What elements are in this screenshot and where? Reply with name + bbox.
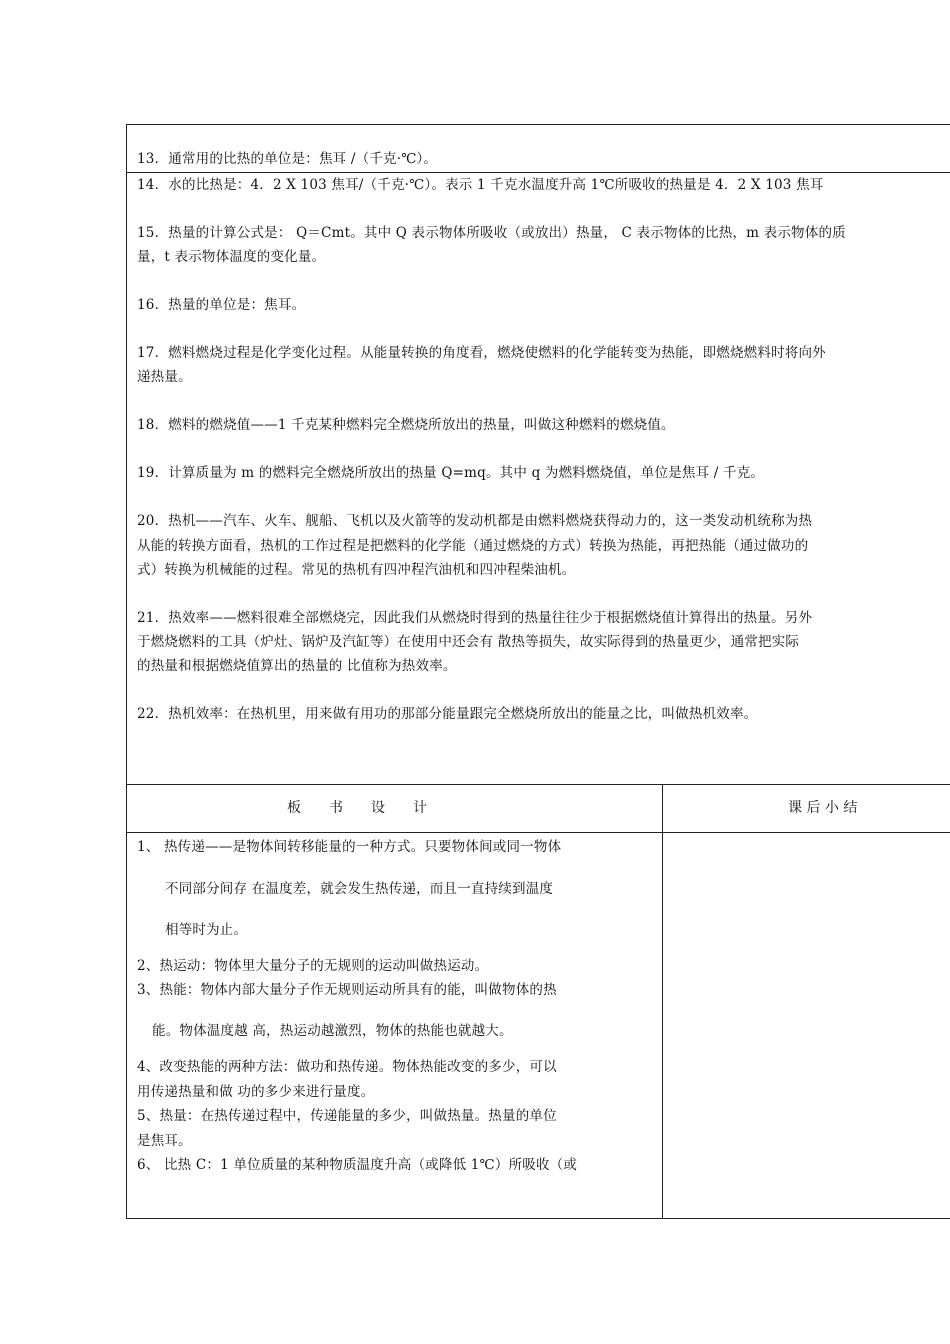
note-22: 22．热机效率：在热机里，用来做有用功的那部分能量跟完全燃烧所放出的能量之比，叫做热机效率。 bbox=[137, 706, 758, 722]
note-20-line2: 从能的转换方面看，热机的工作过程是把燃料的化学能（通过燃烧的方式）转换为热能，再把热能（通过做功的 bbox=[137, 538, 809, 554]
board-item-3-line1: 3、热能：物体内部大量分子作无规则运动所具有的能，叫做物体的热 bbox=[137, 982, 557, 998]
note-21-line2: 于燃烧燃料的工具（炉灶、锅炉及汽缸等）在使用中还会有 散热等损失，故实际得到的热量更少，通常把实际 bbox=[137, 634, 800, 650]
header-divider bbox=[126, 832, 950, 833]
table-bottom-border bbox=[126, 1218, 950, 1219]
board-item-4-line1: 4、改变热能的两种方法：做功和热传递。物体热能改变的多少，可以 bbox=[137, 1059, 557, 1075]
note-19: 19．计算质量为 m 的燃料完全燃烧所放出的热量 Q=mq。其中 q 为燃料燃烧值，单位是焦耳 / 千克。 bbox=[137, 465, 765, 481]
board-item-5-line2: 是焦耳。 bbox=[137, 1133, 192, 1149]
table-left-border bbox=[126, 124, 127, 1219]
row-divider bbox=[126, 172, 950, 173]
board-item-1-line2: 不同部分间存 在温度差，就会发生热传递，而且一直持续到温度 bbox=[165, 881, 554, 897]
after-class-summary-content bbox=[670, 840, 940, 1210]
after-class-summary-header: 课 后 小 结 bbox=[788, 800, 858, 816]
board-item-3-line2: 能。物体温度越 高，热运动越激烈，物体的热能也就越大。 bbox=[152, 1023, 513, 1039]
note-15-line2: 量，t 表示物体温度的变化量。 bbox=[137, 249, 326, 265]
column-divider bbox=[662, 784, 663, 1219]
board-item-1-line1: 1、 热传递——是物体间转移能量的一种方式。只要物体间或同一物体 bbox=[137, 839, 562, 855]
note-15-line1: 15．热量的计算公式是： Q＝Cmt。其中 Q 表示物体所吸收（或放出）热量， C 表示物体的比热，m 表示物体的质 bbox=[137, 225, 846, 241]
note-14: 14．水的比热是：4．2 X 103 焦耳/（千克·℃）。表示 1 千克水温度升高 1℃所吸收的热量是 4．2 X 103 焦耳 bbox=[137, 177, 824, 193]
note-20-line3: 式）转换为机械能的过程。常见的热机有四冲程汽油机和四冲程柴油机。 bbox=[137, 562, 576, 578]
board-item-6: 6、 比热 C：1 单位质量的某种物质温度升高（或降低 1℃）所吸收（或 bbox=[137, 1157, 578, 1173]
board-item-5-line1: 5、热量：在热传递过程中，传递能量的多少，叫做热量。热量的单位 bbox=[137, 1108, 557, 1124]
board-design-header: 板 书 设 计 bbox=[287, 800, 427, 816]
note-16: 16．热量的单位是：焦耳。 bbox=[137, 297, 306, 313]
note-17-line1: 17．燃料燃烧过程是化学变化过程。从能量转换的角度看，燃烧使燃料的化学能转变为热能，即燃烧燃料时将向外 bbox=[137, 345, 826, 361]
note-21-line3: 的热量和根据燃烧值算出的热量的 比值称为热效率。 bbox=[137, 658, 457, 674]
section-divider bbox=[126, 784, 950, 785]
table-top-border bbox=[126, 124, 950, 125]
note-20-line1: 20．热机——汽车、火车、舰船、飞机以及火箭等的发动机都是由燃料燃烧获得动力的，这一类发动机统称为热 bbox=[137, 513, 813, 529]
board-item-4-line2: 用传递热量和做 功的多少来进行量度。 bbox=[137, 1084, 375, 1100]
board-item-1-line3: 相等时为止。 bbox=[165, 922, 248, 938]
note-18: 18．燃料的燃烧值——1 千克某种燃料完全燃烧所放出的热量，叫做这种燃料的燃烧值。 bbox=[137, 417, 675, 433]
note-13: 13．通常用的比热的单位是：焦耳 /（千克·℃）。 bbox=[137, 151, 438, 167]
note-21-line1: 21．热效率——燃料很难全部燃烧完，因此我们从燃烧时得到的热量往往少于根据燃烧值计算得出的热量。另外 bbox=[137, 610, 813, 626]
board-item-2: 2、热运动：物体里大量分子的无规则的运动叫做热运动。 bbox=[137, 958, 489, 974]
note-17-line2: 递热量。 bbox=[137, 369, 192, 385]
